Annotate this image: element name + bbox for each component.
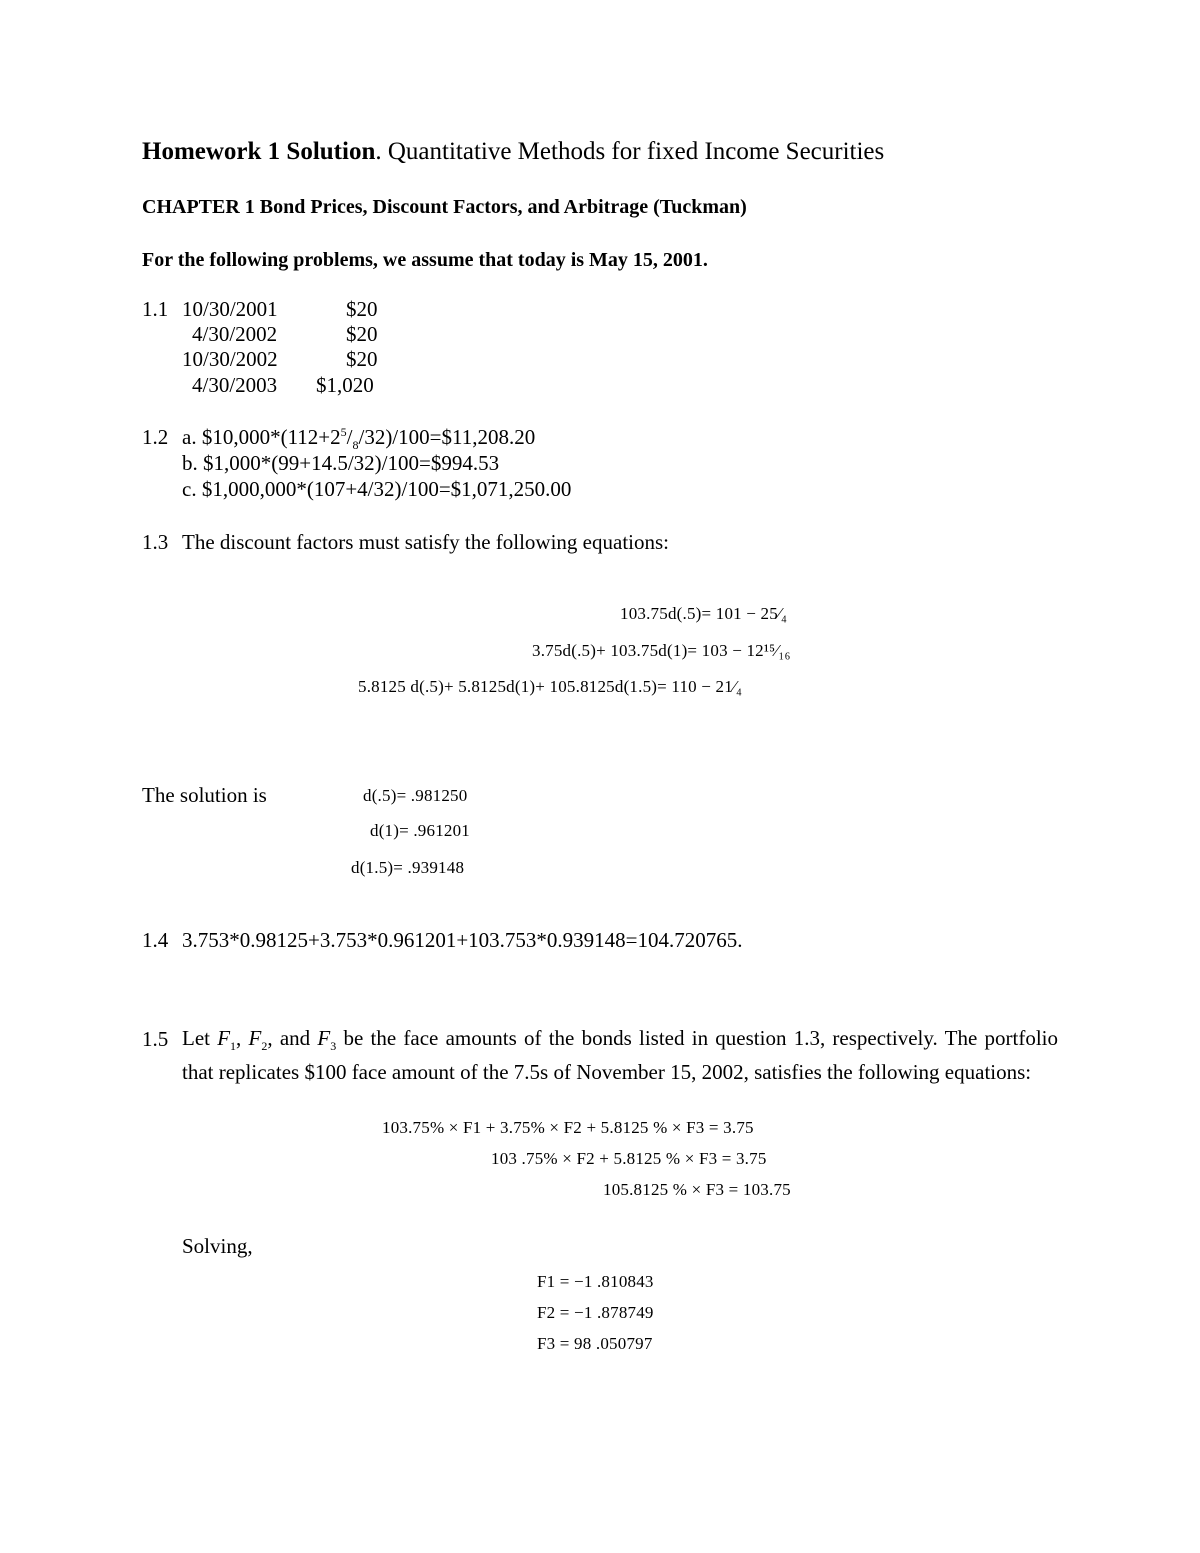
schedule-date: 10/30/2001 — [182, 297, 278, 321]
problem-number: 1.5 — [142, 1027, 169, 1051]
problem-number: 1.3 — [142, 530, 169, 554]
solution-value: F3 = 98 .050797 — [537, 1334, 653, 1353]
answer-b: b. $1,000*(99+14.5/32)/100=$994.53 — [182, 451, 500, 475]
answer-c: c. $1,000,000*(107+4/32)/100=$1,071,250.00 — [182, 477, 572, 501]
assumption-text: For the following problems, we assume that today is May 15, 2001. — [142, 249, 708, 271]
var-f: F — [317, 1026, 331, 1050]
problem-number: 1.4 — [142, 928, 169, 952]
sub-2: 2 — [261, 1039, 268, 1054]
var-f: F — [248, 1026, 262, 1050]
schedule-date: 4/30/2002 — [192, 322, 278, 346]
chapter-heading: CHAPTER 1 Bond Prices, Discount Factors, and Arbitrage (Tuckman) — [142, 196, 747, 218]
var-f: F — [217, 1026, 231, 1050]
solution-label: The solution is — [142, 783, 267, 807]
schedule-date: 10/30/2002 — [182, 347, 278, 371]
answer-a: a. $\$10,000*(112+2^5/_8/32)/100=\$11,208.20$ — [182, 425, 536, 453]
page-title — [142, 138, 884, 166]
schedule-amount: $20 — [346, 347, 378, 371]
equation: 3.75d(.5)+ 103.75d(1)= 103 − 12¹⁵⁄₁₆ — [532, 641, 791, 660]
solving-label: Solving, — [182, 1234, 253, 1258]
sub-1: 1 — [230, 1039, 237, 1054]
problem-paragraph: Let $F_1$, $F_2$, and $F_3$ be the face amounts of the bonds listed in question 1.3, respectively. The portfolio that replicates $100 face amount of the 7.5s of November 15, 2002, satisfies the following equations: — [182, 1026, 1058, 1085]
solution-value: d(1)= .961201 — [370, 821, 471, 840]
answer-a-pre: a. $10,000*(112+2 — [182, 425, 341, 449]
schedule-amount: $20 — [346, 322, 378, 346]
intro-text: The discount factors must satisfy the following equations: — [182, 530, 669, 554]
title-rest: . Quantitative Methods for fixed Income Securities — [375, 138, 885, 165]
text-mid: , and — [267, 1026, 318, 1050]
title-bold: Homework 1 Solution — [142, 138, 376, 165]
equation: 5.8125 d(.5)+ 5.8125d(1)+ 105.8125d(1.5)= 110 − 21⁄₄ — [358, 677, 743, 696]
answer-a-post: /32)/100=$11,208.20 — [358, 425, 536, 449]
answer-a-sub: 8 — [352, 438, 359, 453]
text-post: be the face amounts of the bonds listed in question 1.3, respectively. The portfolio that replicates $100 face amount of the 7.5s of November 15, 2002, satisfies the following equations: — [182, 1026, 1058, 1085]
solution-value: F2 = −1 .878749 — [537, 1303, 654, 1322]
equation: 103.75d(.5)= 101 − 25⁄₄ — [620, 604, 788, 623]
sub-3: 3 — [330, 1039, 337, 1054]
text-pre: Let — [182, 1026, 218, 1050]
equation: 105.8125 % × F3 = 103.75 — [603, 1180, 791, 1199]
schedule-amount: $20 — [346, 297, 378, 321]
problem-number: 1.2 — [142, 425, 169, 449]
equation: 103.75% × F1 + 3.75% × F2 + 5.8125 % × F3 = 3.75 — [382, 1118, 754, 1137]
schedule-date: 4/30/2003 — [192, 373, 278, 397]
answer-text: 3.753*0.98125+3.753*0.961201+103.753*0.939148=104.720765. — [182, 928, 743, 952]
equation: 103 .75% × F2 + 5.8125 % × F3 = 3.75 — [491, 1149, 767, 1168]
solution-value: d(1.5)= .939148 — [351, 858, 465, 877]
solution-value: d(.5)= .981250 — [363, 786, 468, 805]
answer-a-sup: 5 — [340, 425, 347, 439]
problem-number: 1.1 — [142, 297, 169, 321]
solution-value: F1 = −1 .810843 — [537, 1272, 654, 1291]
schedule-amount: $1,020 — [316, 373, 374, 397]
